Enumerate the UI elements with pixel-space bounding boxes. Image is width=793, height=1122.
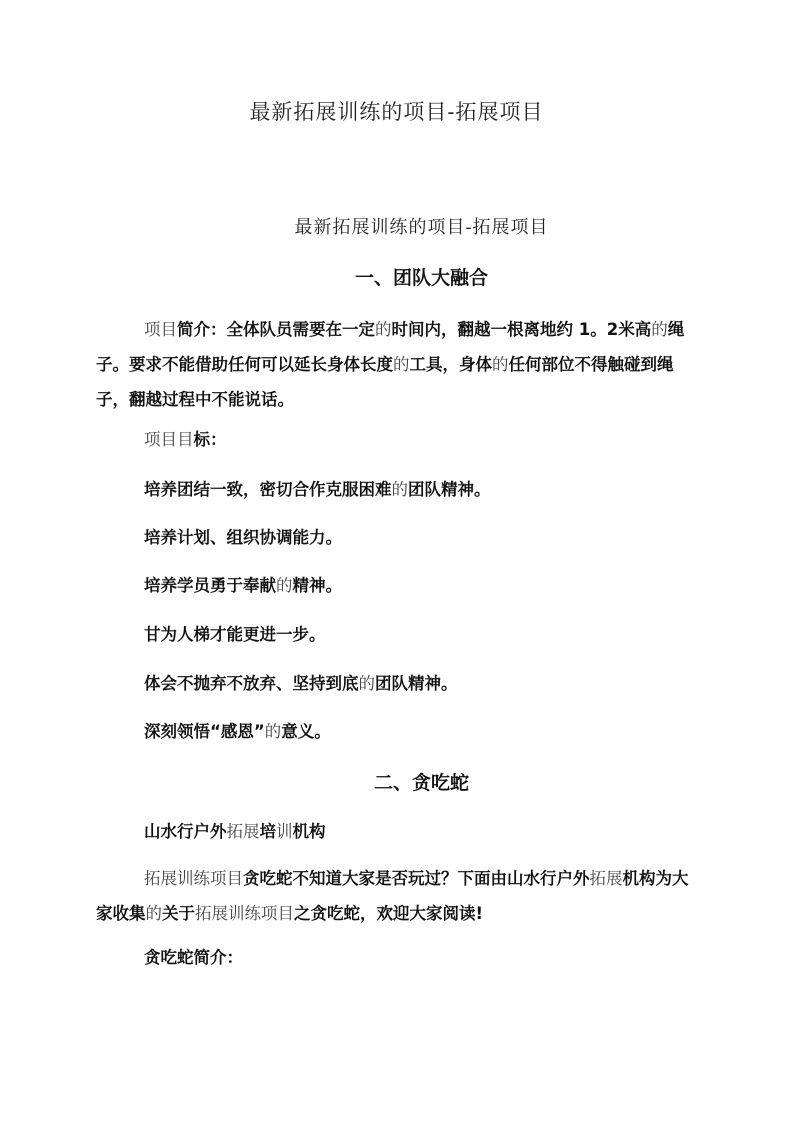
goal-item: 培养计划、组织协调能力。 (144, 528, 342, 547)
text-fragment: 项目 (144, 320, 177, 339)
text-fragment: 绳子。要求不能借助任何可以延长身体长度 (96, 320, 685, 374)
text-fragment: 的 (276, 576, 293, 595)
text-fragment: 标： (193, 430, 227, 449)
paragraph-snake-intro (96, 861, 696, 931)
text-fragment: 的 (358, 674, 375, 693)
text-fragment: 贪吃蛇不知道大家是否玩过？下面由山水行户外 (243, 869, 590, 888)
goal-item (144, 720, 331, 744)
text-fragment: 简介：全体队员需要在一定 (177, 320, 375, 339)
text-fragment: 培 (259, 822, 276, 841)
text-fragment: 山水行户外 (144, 822, 227, 841)
text-fragment: 的 (651, 320, 668, 339)
text-fragment: 意义。 (281, 722, 331, 741)
text-fragment: 工具，身体 (409, 355, 492, 374)
document-subtitle: 最新拓展训练的项目-拓展项目 (294, 217, 549, 238)
goal-item (144, 574, 342, 598)
text-fragment: 深刻领悟“感恩” (144, 722, 265, 741)
text-fragment: 的 (264, 722, 282, 741)
text-fragment: 精神。 (292, 576, 342, 595)
section-heading-team-fusion: 一、团队大融合 (354, 267, 488, 289)
text-fragment: 团队精神。 (408, 480, 491, 499)
organization-line (144, 820, 326, 844)
goal-item (144, 672, 458, 696)
text-fragment: 拓展 (589, 869, 623, 888)
text-fragment: 的 (393, 355, 410, 374)
text-fragment: 机构为大家收集 (96, 869, 689, 923)
text-fragment: 拓展训练项目 (144, 869, 243, 888)
text-fragment: 的 (391, 480, 408, 499)
text-fragment: 拓展训练项目 (195, 904, 294, 923)
paragraph-project-intro (96, 312, 696, 417)
text-fragment: 机构 (292, 822, 326, 841)
text-fragment: 团队精神。 (375, 674, 458, 693)
text-fragment: 之贪吃蛇，欢迎大家阅读! (294, 904, 484, 923)
text-fragment: 项目目 (144, 430, 194, 449)
text-fragment: 的 (492, 355, 509, 374)
text-fragment: 时间内，翻越一根离地约 1。2米高 (391, 320, 652, 339)
snake-intro-label: 贪吃蛇简介： (144, 948, 243, 967)
goal-item (144, 478, 491, 502)
text-fragment: 关于 (162, 904, 195, 923)
text-fragment: 培养学员勇于奉献 (144, 576, 276, 595)
text-fragment: 体会不抛弃不放弃、坚持到底 (144, 674, 359, 693)
text-fragment: 拓展 (226, 822, 260, 841)
section-heading-snake: 二、贪吃蛇 (373, 772, 469, 794)
text-fragment: 的 (375, 320, 392, 339)
goal-item: 甘为人梯才能更进一步。 (144, 625, 326, 644)
text-fragment: 训 (276, 822, 293, 841)
text-fragment: 任何部位不得触碰到绳子，翻越过程中不能说话。 (96, 355, 674, 409)
text-fragment: 的 (145, 904, 162, 923)
text-fragment: 培养团结一致，密切合作克服困难 (144, 480, 392, 499)
document-title: 最新拓展训练的项目-拓展项目 (249, 100, 544, 124)
goal-label (144, 428, 227, 452)
